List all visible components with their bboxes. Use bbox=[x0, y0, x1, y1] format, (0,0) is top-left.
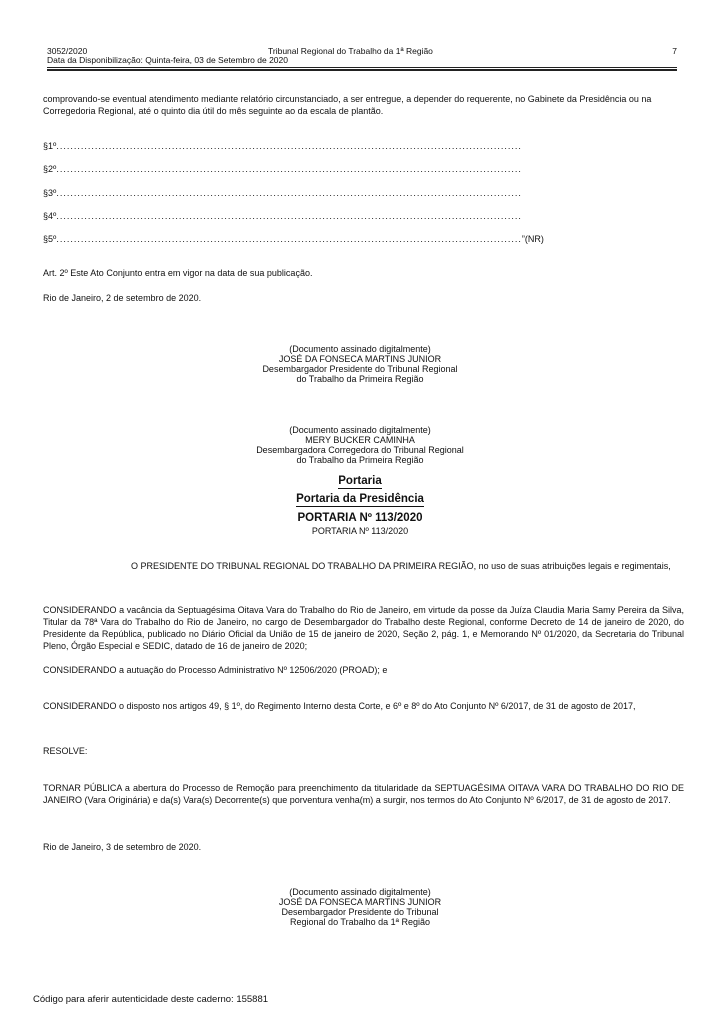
paragraph-2-placeholder: §2º ..................................................................................................................................... bbox=[43, 164, 522, 174]
paragraph-label: §4º bbox=[43, 211, 57, 221]
nr-suffix: ”(NR) bbox=[521, 234, 544, 244]
header-divider-thick bbox=[47, 69, 677, 71]
signatory-name: JOSÉ DA FONSECA MARTINS JUNIOR bbox=[278, 354, 442, 364]
paragraph-label: §3º bbox=[43, 188, 57, 198]
paragraph-3-placeholder: §3º ..................................................................................................................................... bbox=[43, 188, 522, 198]
intro-paragraph: comprovando-se eventual atendimento mediante relatório circunstanciado, a ser entregue, a depender do requerente, no Gabinete da Presidência ou na Corregedoria Regional, até o quinto dia útil do mês seguinte ao da escala de plantão. bbox=[43, 94, 652, 116]
paragraph-1-placeholder: §1º ..................................................................................................................................... bbox=[43, 141, 522, 151]
signature-block-2 bbox=[160, 425, 560, 465]
signature-block-1 bbox=[160, 344, 560, 384]
signatory-name: JOSÉ DA FONSECA MARTINS JUNIOR bbox=[278, 897, 442, 907]
signature-note: (Documento assinado digitalmente) bbox=[289, 344, 431, 354]
signatory-role: Desembargador Presidente do Tribunal Regional bbox=[262, 364, 458, 374]
place-date-1: Rio de Janeiro, 2 de setembro de 2020. bbox=[43, 293, 202, 303]
subsection-heading: Portaria da Presidência bbox=[296, 493, 424, 505]
signatory-role-cont: Regional do Trabalho da 1ª Região bbox=[290, 917, 430, 927]
signature-note: (Documento assinado digitalmente) bbox=[289, 425, 431, 435]
section-heading: Portaria bbox=[338, 475, 382, 487]
page-header bbox=[47, 46, 677, 68]
resolve-label: RESOLVE: bbox=[43, 746, 88, 756]
signature-block-3 bbox=[160, 887, 560, 927]
considerando-1: CONSIDERANDO a vacância da Septuagésima Oitava Vara do Trabalho do Rio de Janeiro, em virtude da posse da Juíza Claudia Maria Samy Pereira da Silva, Titular da 78ª Vara do Trabalho do Rio de Janeiro, no cargo de Desembargador do Trabalho deste Regional, conforme Decreto de 14 de janeiro de 2020, do Presidente da República, publicado no Diário Oficial da União de 15 de janeiro de 2020, Seção 2, pág. 1, e Memorando Nº 01/2020, da Secretaria do Tribunal Pleno, Órgão Especial e SEDIC, datado de 16 de janeiro de 2020; bbox=[43, 605, 684, 651]
place-date-2: Rio de Janeiro, 3 de setembro de 2020. bbox=[43, 842, 202, 852]
signatory-role: Desembargador Presidente do Tribunal bbox=[281, 907, 439, 917]
availability-date: Data da Disponibilização: Quinta-feira, 03 de Setembro de 2020 bbox=[47, 55, 288, 65]
paragraph-label: §2º bbox=[43, 164, 57, 174]
preamble: O PRESIDENTE DO TRIBUNAL REGIONAL DO TRABALHO DA PRIMEIRA REGIÃO, no uso de suas atribuições legais e regimentais, bbox=[131, 561, 671, 571]
considerando-3: CONSIDERANDO o disposto nos artigos 49, § 1º, do Regimento Interno desta Corte, e 6º e 8º do Ato Conjunto Nº 6/2017, de 31 de agosto de 2017, bbox=[43, 701, 636, 711]
decision-paragraph: TORNAR PÚBLICA a abertura do Processo de Remoção para preenchimento da titularidade da SEPTUAGÉSIMA OITAVA VARA DO TRABALHO DO RIO DE JANEIRO (Vara Originária) e da(s) Vara(s) Decorrente(s) que porventura venha(m) a surgir, nos termos do Ato Conjunto Nº 6/2017, de 31 de agosto de 2017. bbox=[43, 783, 684, 805]
signatory-role-cont: do Trabalho da Primeira Região bbox=[296, 374, 424, 384]
article-2: Art. 2º Este Ato Conjunto entra em vigor na data de sua publicação. bbox=[43, 268, 313, 278]
paragraph-label: §1º bbox=[43, 141, 57, 151]
considerando-2: CONSIDERANDO a autuação do Processo Administrativo Nº 12506/2020 (PROAD); e bbox=[43, 665, 388, 675]
paragraph-label: §5º bbox=[43, 234, 57, 244]
portaria-subtitle: PORTARIA Nº 113/2020 bbox=[311, 526, 409, 536]
court-name: Tribunal Regional do Trabalho da 1ª Região bbox=[268, 46, 433, 56]
authenticity-footer: Código para aferir autenticidade deste caderno: 155881 bbox=[33, 994, 269, 1005]
issue-number: 3052/2020 bbox=[47, 46, 88, 56]
paragraph-4-placeholder: §4º ..................................................................................................................................... bbox=[43, 211, 522, 221]
signatory-name: MERY BUCKER CAMINHA bbox=[305, 435, 415, 445]
page-number: 7 bbox=[672, 46, 677, 56]
header-divider-thin bbox=[47, 67, 677, 68]
signature-note: (Documento assinado digitalmente) bbox=[289, 887, 431, 897]
paragraph-5-placeholder: §5º ..................................................................................................................................... ”(NR) bbox=[43, 234, 544, 244]
signatory-role: Desembargadora Corregedora do Tribunal Regional bbox=[256, 445, 464, 455]
portaria-title: PORTARIA Nº 113/2020 bbox=[297, 512, 423, 524]
signatory-role-cont: do Trabalho da Primeira Região bbox=[296, 455, 424, 465]
